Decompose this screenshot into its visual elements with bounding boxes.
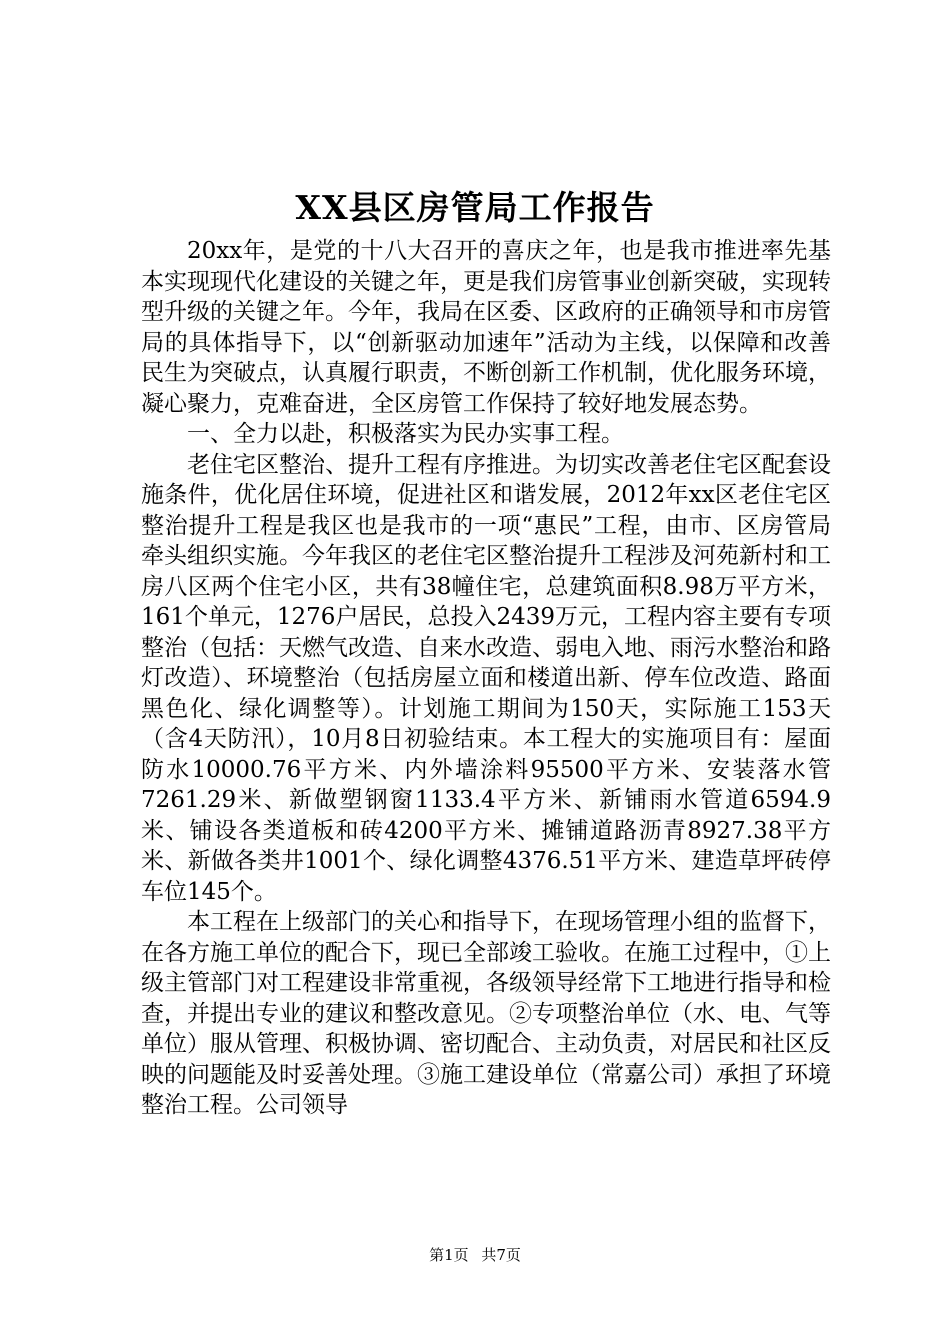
page-total: 共7页 [481,1246,521,1264]
paragraph-acceptance: 本工程在上级部门的关心和指导下，在现场管理小组的监督下，在各方施工单位的配合下，现已全部竣工验收。在施工过程中，①上级主管部门对工程建设非常重视，各级领导经常下工地进行指导和检查，并提出专业的建议和整改意见。②专项整治单位（水、电、气等单位）服从管理、积极协调、密切配合、主动负责，对居民和社区反映的问题能及时妥善处理。③施工建设单位（常嘉公司）承担了环境整治工程。公司领导 [141,909,831,1118]
section-heading: 一、全力以赴，积极落实为民办实事工程。 [187,421,624,447]
paragraph-intro: 20xx年，是党的十八大召开的喜庆之年，也是我市推进率先基本实现现代化建设的关键之年，更是我们房管事业创新突破，实现转型升级的关键之年。今年，我局在区委、区政府的正确领导和市房管局的具体指导下，以“创新驱动加速年”活动为主线，以保障和改善民生为突破点，认真履行职责，不断创新工作机制，优化服务环境，凝心聚力，克难奋进，全区房管工作保持了较好地发展态势。 [141,238,831,417]
document-body [141,236,831,1121]
page-footer [0,1245,950,1265]
page-number: 第1页 [429,1246,469,1264]
page-title: XX县区房管局工作报告 [295,188,655,227]
paragraph-renovation: 老住宅区整治、提升工程有序推进。为切实改善老住宅区配套设施条件，优化居住环境，促进社区和谐发展，2012年xx区老住宅区整治提升工程是我区也是我市的一项“惠民”工程，由市、区房管局牵头组织实施。今年我区的老住宅区整治提升工程涉及河苑新村和工房八区两个住宅小区，共有38幢住宅，总建筑面积8.98万平方米，161个单元，1276户居民，总投入2439万元，工程内容主要有专项整治（包括：天燃气改造、自来水改造、弱电入地、雨污水整治和路灯改造）、环境整治（包括房屋立面和楼道出新、停车位改造、路面黑色化、绿化调整等）。计划施工期间为150天，实际施工153天（含4天防汛），10月8日初验结束。本工程大的实施项目有：屋面防水10000.76平方米、内外墙涂料95500平方米、安装落水管7261.29米、新做塑钢窗1133.4平方米、新铺雨水管道6594.9米、铺设各类道板和砖4200平方米、摊铺道路沥青8927.38平方米、新做各类井1001个、绿化调整4376.51平方米、建造草坪砖停车位145个。 [141,451,831,905]
